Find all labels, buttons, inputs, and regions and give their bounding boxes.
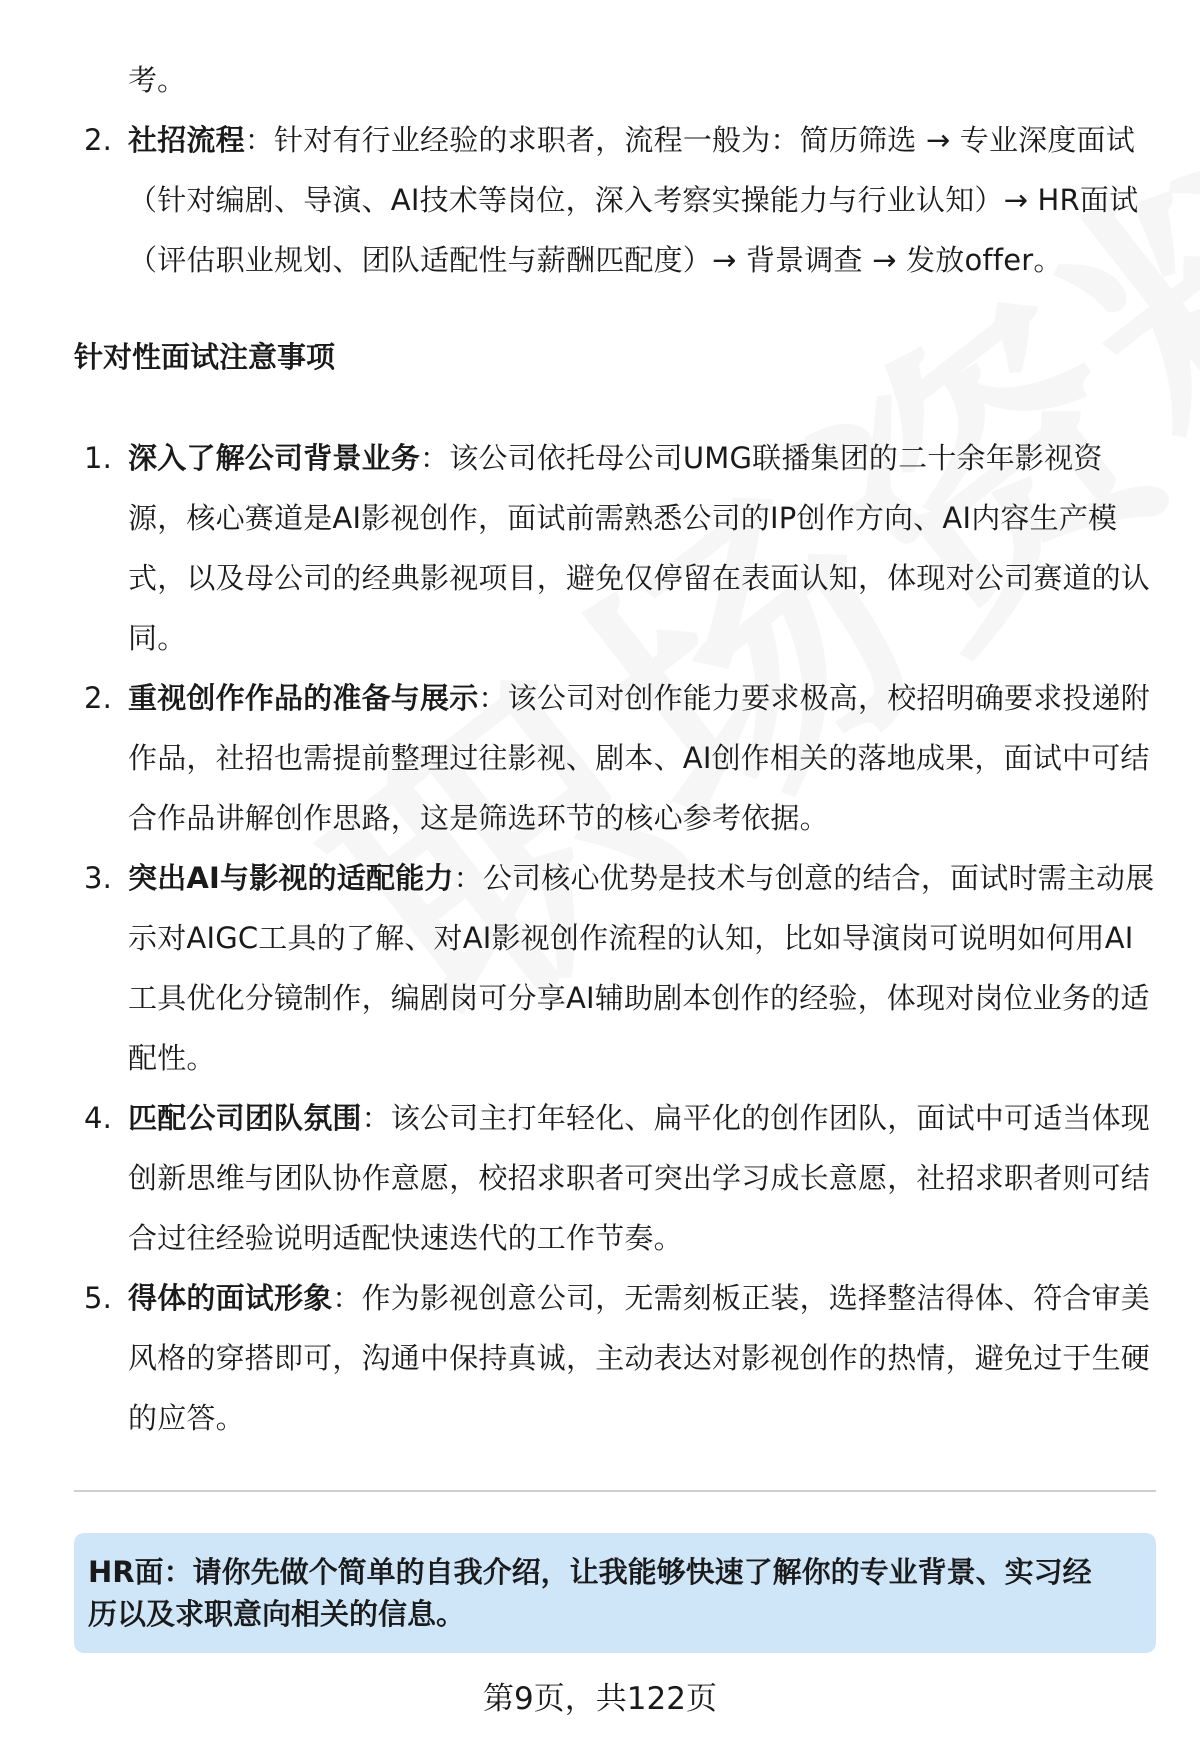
hr-question-text: HR面：请你先做个简单的自我介绍，让我能够快速了解你的专业背景、实习经历以及求职意向相关的信息。	[88, 1555, 1092, 1631]
list-item-body: ：该公司对创作能力要求极高，校招明确要求投递附作品，社招也需提前整理过往影视、剧本、AI创作相关的落地成果，面试中可结合作品讲解创作思路，这是筛选环节的核心参考依据。	[128, 681, 1151, 835]
list-item-body: ：该公司依托母公司UMG联播集团的二十余年影视资源，核心赛道是AI影视创作，面试前需熟悉公司的IP创作方向、AI内容生产模式，以及母公司的经典影视项目，避免仅停留在表面认知，体现对公司赛道的认同。	[128, 441, 1151, 655]
list-item-body: ：作为影视创意公司，无需刻板正装，选择整洁得体、符合审美风格的穿搭即可，沟通中保持真诚，主动表达对影视创作的热情，避免过于生硬的应答。	[128, 1281, 1151, 1435]
list-item-title: 社招流程	[128, 123, 245, 157]
interview-tips-list	[0, 428, 1200, 1448]
list-item-number: 4.	[84, 1101, 113, 1135]
list-item-title: 重视创作作品的准备与展示	[128, 681, 479, 715]
list-item-body: ：针对有行业经验的求职者，流程一般为：简历筛选 → 专业深度面试（针对编剧、导演、AI技术等岗位，深入考察实操能力与行业认知）→ HR面试（评估职业规划、团队适配性与薪酬匹配度）→ 背景调查 → 发放offer。	[128, 123, 1139, 277]
list-item-number: 3.	[84, 861, 113, 895]
list-item-title: 匹配公司团队氛围	[128, 1101, 362, 1135]
hr-question-box	[74, 1533, 1156, 1653]
list-item-number: 1.	[84, 441, 113, 475]
list-item	[0, 848, 1200, 1088]
list-item-number: 2.	[84, 123, 113, 157]
list-item-number: 2.	[84, 681, 113, 715]
list-item-title: 得体的面试形象	[128, 1281, 333, 1315]
recruitment-process-list	[0, 110, 1200, 290]
page-number: 第9页，共122页	[483, 1681, 717, 1717]
list-item-title: 突出AI与影视的适配能力	[128, 861, 454, 895]
divider	[74, 1490, 1156, 1492]
continued-text-fragment: 考。	[128, 63, 187, 97]
list-item	[0, 428, 1200, 668]
list-item	[0, 110, 1200, 290]
section-heading: 针对性面试注意事项	[74, 340, 336, 374]
list-item	[0, 668, 1200, 848]
list-item	[0, 1268, 1200, 1448]
list-item-body: ：该公司主打年轻化、扁平化的创作团队，面试中可适当体现创新思维与团队协作意愿，校招求职者可突出学习成长意愿，社招求职者则可结合过往经验说明适配快速迭代的工作节奏。	[128, 1101, 1151, 1255]
list-item-title: 深入了解公司背景业务	[128, 441, 421, 475]
list-item-number: 5.	[84, 1281, 113, 1315]
list-item-body: ：公司核心优势是技术与创意的结合，面试时需主动展示对AIGC工具的了解、对AI影视创作流程的认知，比如导演岗可说明如何用AI工具优化分镜制作，编剧岗可分享AI辅助剧本创作的经验，体现对岗位业务的适配性。	[128, 861, 1155, 1075]
list-item	[0, 1088, 1200, 1268]
